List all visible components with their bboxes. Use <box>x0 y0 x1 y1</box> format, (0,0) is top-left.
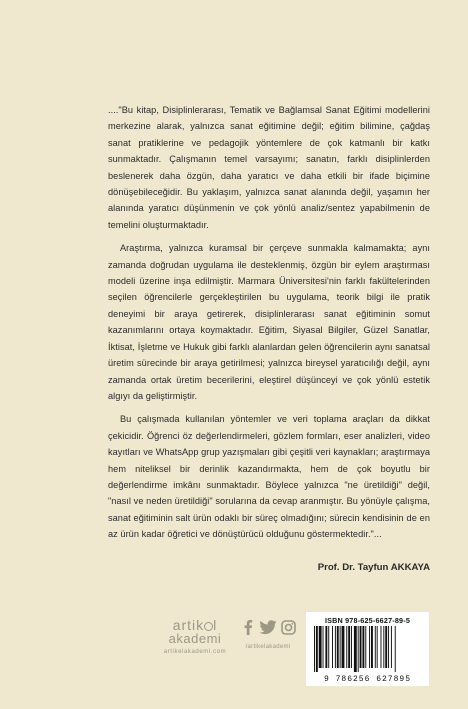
publisher-logo <box>162 618 228 660</box>
paragraph-3: Bu çalışmada kullanılan yöntemler ve veri toplama araçları da dikkat çekicidir. Öğrenci öz değerlendirmeleri, gözlem formları, eser analizleri, video kayıtları ve WhatsApp grup yazışmaları gibi çeşitli veri kaynakları; araştırmaya hem niteliksel bir derinlik kazandırmakta, hem de çok boyutlu bir değerlendirme imkânı sunmaktadır. Böylece yalnızca "ne üretildiği" değil, "nasıl ve neden üretildiği" sorularına da cevap aranmıştır. Bu yönüyle çalışma, sanat eğitiminin salt ürün odaklı bir süreç olmadığını; sürecin kendisinin de en az ürün kadar öğretici ve dönüştürücü olduğunu göstermektedir."... <box>108 414 430 540</box>
twitter-icon <box>259 620 277 635</box>
paragraph-2: Araştırma, yalnızca kuramsal bir çerçeve sunmakla kalmamakta; aynı zamanda doğrudan uygulama ile desteklenmiş, özgün bir eylem araştırması modeli üzerine inşa edilmiştir. Marmara Üniversitesi'nin farklı fakültelerinden seçilen öğrencilerle gerçekleştirilen bu uygulama, teorik bilgi ile pratik deneyimi bir araya getirerek, disiplinlerarası sanat eğitiminin somut kazanımlarını ortaya koymaktadır. Eğitim, Siyasal Bilgiler, Güzel Sanatlar, İktisat, İşletme ve Hukuk gibi farklı alanlardan gelen öğrencilerin aynı sanatsal üretim sürecinde bir araya getirilmesi; yalnızca bireysel yaratıcılığı değil, aynı zamanda ortak üretim becerilerini, eleştirel düşünceyi ve çok yönlü estetik algıyı da geliştirmiştir. <box>108 243 430 401</box>
logo-text-a: artik <box>172 617 205 633</box>
isbn-barcode <box>306 612 429 686</box>
instagram-icon <box>281 620 296 635</box>
logo-wordmark-top <box>162 618 228 632</box>
back-cover-text <box>108 102 430 550</box>
publisher-url: artikelakademi.com <box>163 649 227 655</box>
logo-text-b: l <box>213 617 218 633</box>
social-icons <box>237 619 299 635</box>
author-surname: AKKAYA <box>390 562 430 573</box>
facebook-icon <box>241 619 255 635</box>
isbn-label: ISBN 978-625-6627-89-5 <box>324 616 411 625</box>
logo-ring-icon <box>204 622 213 631</box>
barcode-icon <box>312 626 423 672</box>
social-media-block <box>237 619 299 659</box>
author-name: Prof. Dr. Tayfun <box>317 562 389 573</box>
logo-wordmark-bottom: akademi <box>168 631 222 646</box>
social-handle: /artikelakademi <box>245 644 291 650</box>
paragraph-1: ...."Bu kitap, Disiplinlerarası, Tematik ve Bağlamsal Sanat Eğitimi modellerini merkezine alarak, yalnızca sanat eğitimine değil; eğitim bilimine, çağdaş sanat pratiklerine ve pedagojik yöntemlere de çok katmanlı bir katkı sunmaktadır. Çalışmanın temel varsayımı; sanatın, farklı disiplinlerden beslenerek daha özgün, daha yaratıcı ve daha etkili bir ifade biçimine dönüşebileceğidir. Bu yaklaşım, yalnızca sanat alanında değil, yaşamın her alanında yaratıcı düşünmenin ve çok yönlü analiz/sentez yapabilmenin de temelini oluşturmaktadır. <box>108 105 430 230</box>
barcode-digits: 9 786256 627895 <box>323 675 411 684</box>
author-signature <box>318 562 430 573</box>
